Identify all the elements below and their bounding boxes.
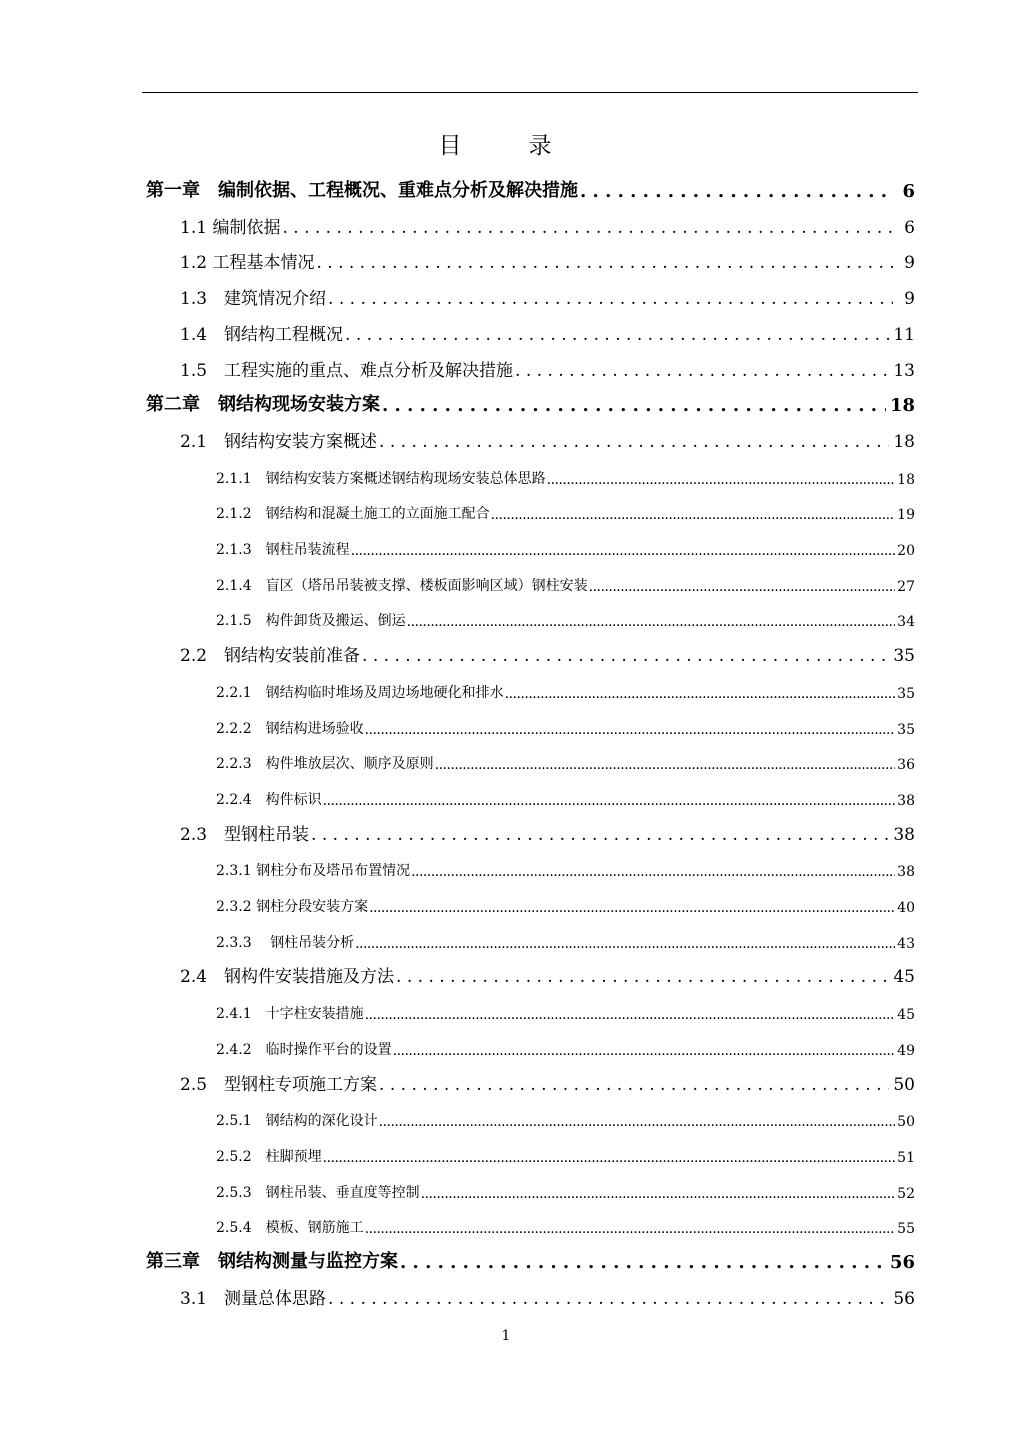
- toc-entry-page: 6: [902, 181, 915, 202]
- toc-entry-title: 2.2 钢结构安装前准备: [180, 646, 361, 667]
- toc-entry-title: 2.3 型钢柱吊装: [180, 824, 310, 845]
- toc-dot-leader: [505, 686, 895, 702]
- toc-dot-leader: [379, 1114, 895, 1130]
- toc-entry-page: 18: [889, 395, 915, 417]
- toc-entry-title: 2.5.3 钢柱吊装、垂直度等控制: [216, 1184, 420, 1201]
- toc-entry-page: 51: [897, 1149, 915, 1166]
- toc-dot-leader: [351, 543, 895, 559]
- toc-entry-title: 1.5 工程实施的重点、难点分析及解决措施: [180, 360, 514, 381]
- toc-entry-title: 2.4.2 临时操作平台的设置: [216, 1041, 392, 1058]
- toc-entry-level-3[interactable]: [216, 773, 915, 809]
- toc-entry-level-3[interactable]: [216, 1023, 915, 1059]
- toc-entry-level-2[interactable]: [180, 345, 915, 381]
- toc-entry-page: 20: [897, 543, 915, 559]
- toc-entry-page: 6: [904, 217, 915, 238]
- toc-dot-leader: [393, 1043, 895, 1059]
- toc-entry-level-3[interactable]: [216, 594, 915, 630]
- page-number: 1: [501, 1328, 511, 1344]
- toc-entry-page: 35: [893, 646, 915, 667]
- toc-dot-leader: [362, 646, 889, 666]
- toc-entry-page: 55: [897, 1221, 915, 1238]
- toc-dot-leader: [411, 864, 895, 880]
- toc-entry-page: 38: [897, 864, 915, 881]
- toc-entry-title: 第三章 钢结构测量与监控方案: [146, 1251, 398, 1272]
- toc-entry-page: 45: [893, 967, 915, 988]
- toc-dot-leader: [316, 253, 893, 273]
- toc-dot-leader: [365, 722, 895, 738]
- toc-entry-page: 11: [893, 324, 915, 345]
- toc-dot-leader: [379, 432, 889, 452]
- toc-entry-title: 1.2 工程基本情况: [180, 253, 315, 274]
- toc-entry-title: 第一章 编制依据、工程概况、重难点分析及解决措施: [146, 180, 578, 201]
- toc-entry-title: 2.5.1 钢结构的深化设计: [216, 1113, 378, 1130]
- toc-entry-page: 45: [897, 1007, 915, 1024]
- toc-entry-page: 35: [897, 721, 915, 738]
- toc-entry-level-3[interactable]: [216, 1094, 915, 1130]
- toc-dot-leader: [282, 218, 893, 238]
- toc-entry-page: 9: [904, 253, 915, 274]
- toc-entry-title: 2.2.1 钢结构临时堆场及周边场地硬化和排水: [216, 684, 504, 701]
- toc-entry-level-1[interactable]: [146, 1237, 915, 1273]
- toc-entry-level-2[interactable]: [180, 1059, 915, 1095]
- toc-dot-leader: [311, 825, 889, 845]
- toc-entry-page: 43: [897, 935, 915, 952]
- toc-entry-title: 1.1 编制依据: [180, 217, 281, 238]
- toc-entry-title: 2.3.2 钢柱分段安装方案: [216, 899, 369, 915]
- toc-dot-leader: [491, 507, 895, 523]
- toc-entry-level-2[interactable]: [180, 1273, 915, 1309]
- toc-dot-leader: [421, 1186, 895, 1202]
- toc-entry-title: 2.3.1 钢柱分布及塔吊布置情况: [216, 863, 411, 880]
- toc-entry-level-2[interactable]: [180, 951, 915, 987]
- toc-entry-level-2[interactable]: [180, 630, 915, 666]
- toc-dot-leader: [515, 361, 889, 381]
- toc-dot-leader: [345, 325, 889, 345]
- toc-entry-level-3[interactable]: [216, 487, 915, 523]
- toc-entry-title: 2.5.4 模板、钢筋施工: [216, 1220, 364, 1237]
- toc-dot-leader: [589, 579, 895, 595]
- toc-entry-page: 49: [897, 1042, 915, 1059]
- toc-entry-title: 1.4 钢结构工程概况: [180, 324, 344, 345]
- toc-entry-title: 第二章 钢结构现场安装方案: [146, 394, 380, 416]
- toc-entry-page: 35: [897, 685, 915, 702]
- toc-entry-level-2[interactable]: [180, 273, 915, 309]
- toc-entry-title: 2.1.1 钢结构安装方案概述钢结构现场安装总体思路: [216, 470, 546, 487]
- toc-entry-page: 38: [897, 792, 915, 809]
- toc-dot-leader: [365, 1221, 895, 1237]
- toc-entry-level-3[interactable]: [216, 666, 915, 702]
- toc-entry-level-1[interactable]: [146, 380, 915, 416]
- toc-dot-leader: [435, 757, 895, 773]
- toc-entry-title: 1.3 建筑情况介绍: [180, 289, 327, 310]
- toc-entry-level-3[interactable]: [216, 523, 915, 559]
- toc-entry-page: 19: [897, 507, 915, 524]
- toc-entry-title: 2.2.2 钢结构进场验收: [216, 720, 364, 737]
- toc-title: 目 录: [438, 133, 574, 159]
- toc-dot-leader: [396, 967, 889, 987]
- toc-entry-level-2[interactable]: [180, 809, 915, 845]
- toc-entry-page: 34: [897, 614, 915, 631]
- toc-entry-level-3[interactable]: [216, 452, 915, 488]
- toc-entry-title: 2.4.1 十字柱安装措施: [216, 1006, 364, 1023]
- toc-entry-title: 2.1.2 钢结构和混凝土施工的立面施工配合: [216, 506, 490, 523]
- toc-dot-leader: [328, 1289, 889, 1309]
- toc-dot-leader: [407, 614, 895, 630]
- toc-dot-leader: [400, 1252, 886, 1273]
- toc-entry-title: 2.4 钢构件安装措施及方法: [180, 967, 395, 988]
- toc-dot-leader: [355, 936, 895, 952]
- toc-entry-level-3[interactable]: [216, 987, 915, 1023]
- toc-dot-leader: [580, 181, 893, 202]
- toc-entry-title: 2.1.4 盲区（塔吊吊装被支撑、楼板面影响区域）钢柱安装: [216, 577, 588, 594]
- toc-entry-level-3[interactable]: [216, 1130, 915, 1166]
- toc-entry-title: 2.2.4 构件标识: [216, 791, 322, 808]
- toc-entry-title: 2.5.2 柱脚预埋: [216, 1148, 322, 1165]
- toc-entry-page: 9: [904, 289, 915, 310]
- toc-entry-level-3[interactable]: [216, 844, 915, 880]
- toc-entry-page: 27: [897, 578, 915, 595]
- toc-entry-title: 2.2.3 构件堆放层次、顺序及原则: [216, 756, 434, 773]
- toc-entry-page: 18: [897, 471, 915, 488]
- toc-entry-title: 2.3.3 钢柱吊装分析: [216, 934, 355, 951]
- toc-entry-page: 50: [897, 1114, 915, 1131]
- toc-entry-page: 36: [897, 757, 915, 774]
- toc-entry-page: 50: [893, 1074, 915, 1095]
- toc-dot-leader: [382, 395, 886, 416]
- toc-entry-level-2[interactable]: [180, 237, 915, 273]
- toc-dot-leader: [328, 289, 893, 309]
- toc-entry-page: 52: [897, 1185, 915, 1202]
- toc-dot-leader: [547, 472, 895, 488]
- toc-entry-level-3[interactable]: [216, 559, 915, 595]
- toc-entry-level-2[interactable]: [180, 309, 915, 345]
- toc-dot-leader: [369, 900, 895, 916]
- toc-entry-page: 38: [893, 824, 915, 845]
- toc-dot-leader: [379, 1075, 889, 1095]
- toc-entry-level-3[interactable]: [216, 880, 915, 916]
- toc-dot-leader: [323, 1150, 895, 1166]
- toc-entry-page: 13: [893, 360, 915, 381]
- toc-entry-level-3[interactable]: [216, 1166, 915, 1202]
- toc-entry-title: 2.5 型钢柱专项施工方案: [180, 1074, 378, 1095]
- toc-entry-title: 2.1.5 构件卸货及搬运、倒运: [216, 613, 406, 630]
- toc-entry-level-3[interactable]: [216, 1201, 915, 1237]
- toc-dot-leader: [365, 1007, 895, 1023]
- toc-entry-title: 3.1 测量总体思路: [180, 1288, 327, 1309]
- toc-entry-page: 56: [893, 1288, 915, 1309]
- toc-dot-leader: [323, 793, 895, 809]
- toc-entry-level-2[interactable]: [180, 416, 915, 452]
- toc-entry-level-3[interactable]: [216, 916, 915, 952]
- toc-entry-page: 40: [897, 900, 915, 916]
- toc-entry-level-3[interactable]: [216, 702, 915, 738]
- toc-entry-level-1[interactable]: [146, 166, 915, 202]
- toc-entry-page: 18: [893, 431, 915, 452]
- toc-entry-title: 2.1.3 钢柱吊装流程: [216, 542, 350, 558]
- header-rule: [142, 92, 918, 93]
- toc-entry-level-2[interactable]: [180, 202, 915, 238]
- toc-entry-page: 56: [889, 1252, 915, 1273]
- toc-entry-title: 2.1 钢结构安装方案概述: [180, 431, 378, 452]
- toc-entry-level-3[interactable]: [216, 737, 915, 773]
